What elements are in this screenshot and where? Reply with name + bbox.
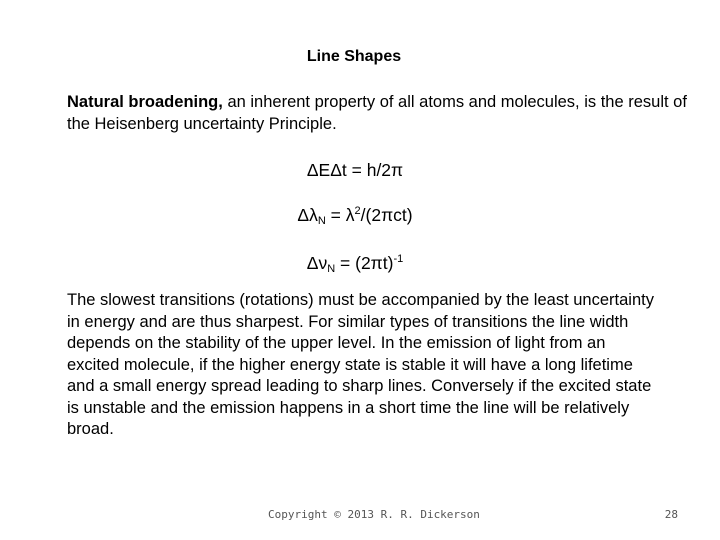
eq2-lhs: Δλ	[297, 205, 318, 225]
slide-title: Line Shapes	[306, 48, 402, 65]
eq3-superscript: -1	[393, 253, 404, 265]
eq2-subscript: N	[317, 215, 326, 227]
intro-text: an inherent property of all atoms and molecules, is the result of the Heisenberg uncertainty Principle.	[67, 93, 687, 133]
eq2-superscript: 2	[354, 205, 361, 217]
equation-uncertainty: ΔEΔt = h/2π	[306, 160, 404, 180]
eq2-mid: = λ	[325, 205, 355, 225]
footer-copyright: Copyright © 2013 R. R. Dickerson	[268, 508, 480, 521]
equation-frequency-width	[0, 253, 715, 275]
page-number: 28	[664, 508, 678, 521]
intro-term: Natural broadening,	[67, 93, 223, 111]
equation-wavelength-width	[0, 205, 715, 227]
intro-paragraph	[67, 91, 687, 135]
eq3-lhs: Δν	[306, 253, 328, 273]
eq3-subscript: N	[327, 263, 336, 275]
eq2-rhs: /(2πct)	[360, 205, 413, 225]
body-paragraph: The slowest transitions (rotations) must be accompanied by the least uncertainty in energy and are thus sharpest. For similar types of transitions the line width depends on the stability of the upper level. In the emission of light from an excited molecule, if the higher energy state is stable it will have a long lifetime and a small energy spread leading to sharp lines. Conversely if the excited state is unstable and the emission happens in a short time the line will be relatively broad.	[67, 291, 654, 438]
eq3-mid: = (2πt)	[335, 253, 394, 273]
